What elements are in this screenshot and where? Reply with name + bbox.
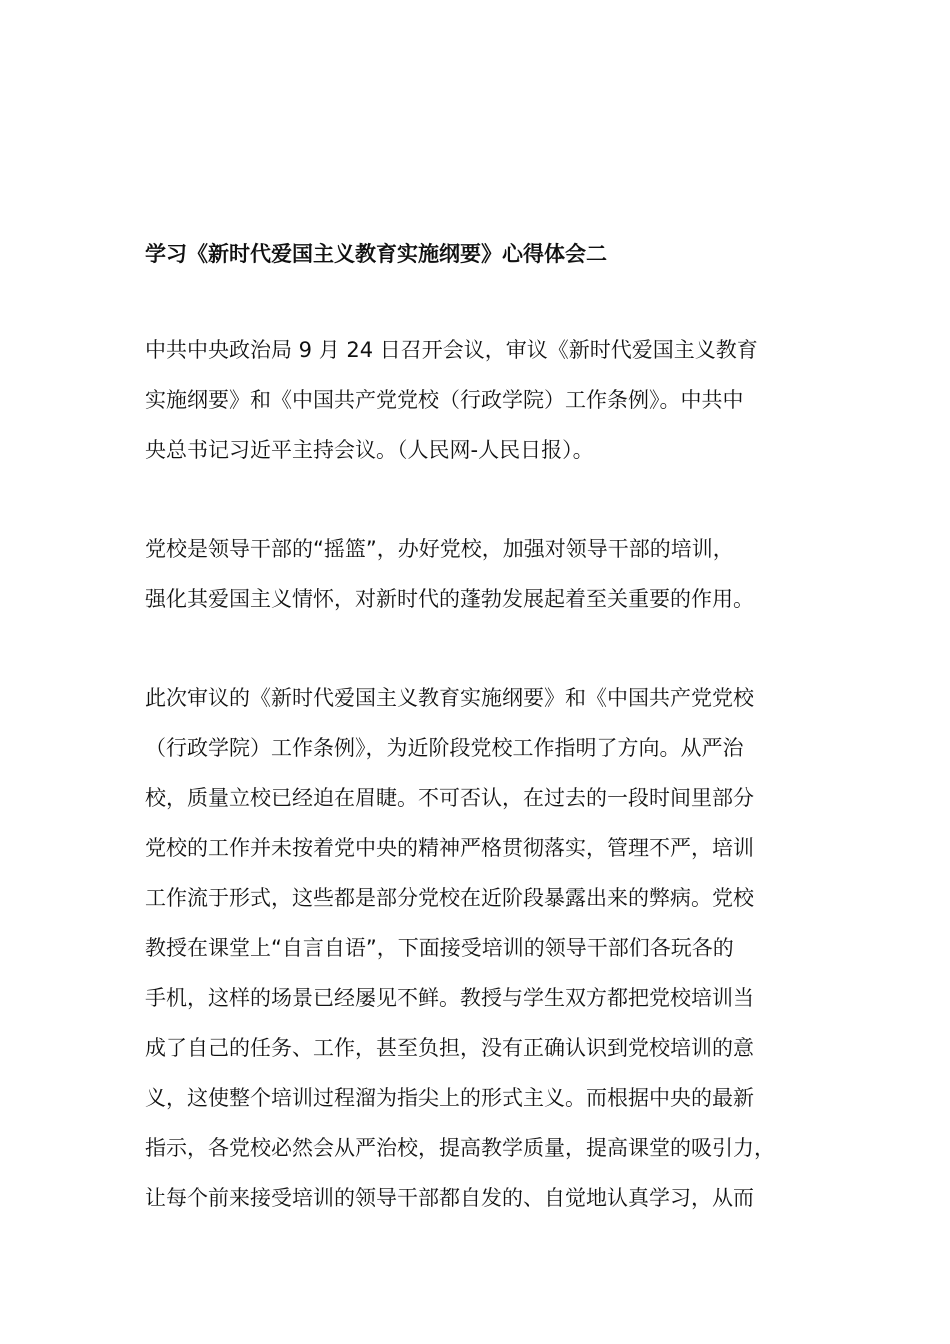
paragraph-meeting [145,325,825,475]
paragraph-line: 教授在课堂上“自言自语”，下面接受培训的领导干部们各玩各的 [145,936,734,960]
paragraph-line: 央总书记习近平主持会议。（人民网-人民日报）。 [145,438,594,462]
paragraph-line: 手机，这样的场景已经屡见不鲜。教授与学生双方都把党校培训当 [145,986,754,1010]
paragraph-line: 党校是领导干部的“摇篮”，办好党校，加强对领导干部的培训， [145,537,734,561]
paragraph-line: 此次审议的《新时代爱国主义教育实施纲要》和《中国共产党党校 [145,686,754,710]
paragraph-party-school [145,524,825,624]
paragraph-line: 让每个前来接受培训的领导干部都自发的、自觉地认真学习，从而 [145,1186,754,1210]
paragraph-line: 强化其爱国主义情怀，对新时代的蓬勃发展起着至关重要的作用。 [145,587,754,611]
document-title: 学习《新时代爱国主义教育实施纲要》心得体会二 [145,242,607,266]
paragraph-line: 成了自己的任务、工作，甚至负担，没有正确认识到党校培训的意 [145,1036,754,1060]
paragraph-line: 中共中央政治局 9 月 24 日召开会议，审议《新时代爱国主义教育 [145,338,758,362]
paragraph-review [145,673,825,1223]
paragraph-line: 党校的工作并未按着党中央的精神严格贯彻落实，管理不严，培训 [145,836,754,860]
paragraph-line: （行政学院）工作条例》，为近阶段党校工作指明了方向。从严治 [145,736,744,760]
paragraph-line: 实施纲要》和《中国共产党党校（行政学院）工作条例》。中共中 [145,388,744,412]
paragraph-line: 校，质量立校已经迫在眉睫。不可否认，在过去的一段时间里部分 [145,786,754,810]
paragraph-line: 指示，各党校必然会从严治校，提高教学质量，提高课堂的吸引力， [145,1136,775,1160]
paragraph-line: 义，这使整个培训过程溜为指尖上的形式主义。而根据中央的最新 [145,1086,754,1110]
paragraph-line: 工作流于形式，这些都是部分党校在近阶段暴露出来的弊病。党校 [145,886,754,910]
